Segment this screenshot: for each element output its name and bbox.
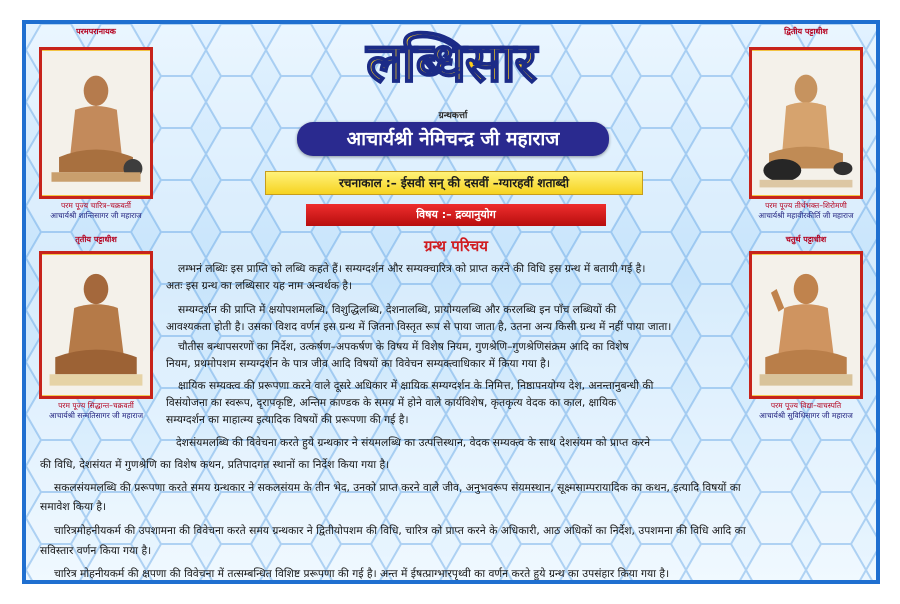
poster-title: लब्धिसार (366, 30, 536, 94)
author-label: ग्रन्थकर्त्ता (438, 111, 468, 121)
monk-seated-image (752, 50, 860, 196)
body-line: सम्यग्दर्शन का माहात्म्य इत्यादिक विषयों की प्ररूपणा की गई है। (166, 413, 409, 426)
monk-seated-image (42, 254, 150, 396)
portrait-bottom-left (32, 234, 160, 421)
portrait-caption-title: परम पूज्य सिद्धान्त–चक्रवर्ती (58, 401, 134, 410)
portrait-top-right (742, 26, 870, 221)
body-line: सम्यग्दर्शन की प्राप्ति में क्षयोपशमलब्धि, विशुद्धिलब्धि, देशनालब्धि, प्रायोग्यलब्धि और करलब्धि इन पाँच लब्धियों की (178, 303, 617, 316)
portrait-caption-name: आचार्यश्री शान्तिसागर जी महाराज (50, 211, 142, 220)
body-line: चारित्रमोहनीयकर्म की उपशामना की विवेचना करते समय ग्रन्थकार ने द्वितीयोपशम की विधि, चारित्र को प्राप्त करने के अधिकारी, आठ अधिकों का निर्देश, उपशमना की विधि आदि का (54, 524, 746, 537)
portrait-bottom-right (742, 234, 870, 421)
portrait-role: चतुर्थ पट्टाधीश (785, 235, 827, 244)
body-line: नियम, प्रथमोपशम सम्यग्दर्शन के पात्र जीव आदि विषयों का विवेचन सम्यक्त्वाधिकार में किया गया है। (166, 357, 550, 370)
portrait-caption-name: आचार्यश्री सुविधिसागर जी महाराज (759, 411, 853, 420)
body-line: की विधि, देशसंयत में गुणश्रेणि का विशेष कथन, प्रतिपादगत स्थानों का निर्देश किया गया है। (40, 458, 390, 471)
era-band: रचनाकाल :– ईसवी सन् की दसवीं –ग्यारहवीं शताब्दी (265, 171, 643, 195)
body-line: सविस्तार वर्णन किया गया है। (40, 544, 152, 557)
poster-frame (22, 20, 880, 584)
body-line: समावेश किया है। (40, 500, 107, 513)
portrait-caption-title: परम पूज्य तीर्थभक्त–शिरोमणी (765, 201, 847, 210)
monk-seated-image (752, 254, 860, 396)
author-band: आचार्यश्री नेमिचन्द्र जी महाराज (297, 122, 609, 156)
body-line: क्षायिक सम्यक्त्व की प्ररूपणा करने वाले दूसरे अधिकार में क्षायिक सम्यग्दर्शन के निमित्त, निष्ठापनयोग्य देश, अनन्तानुबन्धी की (178, 379, 654, 392)
portrait-photo (39, 251, 153, 399)
portrait-caption-title: परम पूज्य चारित्र–चक्रवर्ती (61, 201, 131, 210)
body-line: विसंयोजना का स्वरूप, दृरापकृष्टि, अन्तिम काण्डक के समय में होने वाले कार्यविशेष, कृतकृत्य वेदक का काल, क्षायिक (166, 396, 617, 409)
body-line: देशसंयमलब्धि की विवेचना करते हुये ग्रन्थकार ने संयमलब्धि का उत्पत्तिस्थान, वेदक सम्यक्त्व के साथ देशसंयम को प्राप्त करने (176, 436, 651, 449)
portrait-caption-name: आचार्यश्री महावीरकीर्ति जी महाराज (758, 211, 854, 220)
portrait-caption-title: परम पूज्य विद्या–वाचस्पति (770, 401, 842, 410)
portrait-photo (749, 47, 863, 199)
portrait-role: तृतीय पट्टाधीश (75, 235, 117, 244)
portrait-photo (749, 251, 863, 399)
body-line: सकलसंयमलब्धि की प्ररूपणा करते समय ग्रन्थकार ने सकलसंयम के तीन भेद, उनको प्राप्त करने वाले जीव, अनुभवरूप संयमस्थान, सूक्ष्मसाम्परायादिक का कथन, इत्यादि विषयों का (54, 481, 741, 494)
body-line: आवश्यकता होती है। उसका विशद वर्णन इस ग्रन्थ में जितना विस्तृत रूप से पाया जाता है, उतना अन्य किसी ग्रन्थ में नहीं पाया जाता। (166, 320, 672, 333)
portrait-caption-name: आचार्यश्री सन्मतिसागर जी महाराज (48, 411, 144, 420)
body-line: चौतीस बन्धापसरणों का निर्देश, उत्कर्षण–अपकर्षण के विषय में विशेष नियम, गुणश्रेणि–गुणश्रेणिसंक्रम आदि का विशेष (178, 340, 629, 353)
body-line: अतः इस ग्रन्थ का लब्धिसार यह नाम अन्वर्थक है। (166, 279, 353, 292)
portrait-top-left (32, 26, 160, 221)
portrait-role: परमपरानायक (76, 27, 116, 36)
intro-heading: ग्रन्थ परिचय (423, 237, 489, 255)
body-line: लम्भनं लब्धिः इस प्राप्ति को लब्धि कहते हैं। सम्यग्दर्शन और सम्यक्चारित्र को प्राप्त करने की विधि इस ग्रन्थ में बतायी गई है। (178, 262, 646, 275)
monk-seated-image (42, 50, 150, 196)
portrait-role: द्वितीय पट्टाधीश (784, 27, 828, 36)
portrait-photo (39, 47, 153, 199)
body-line: चारित्र मोहनीयकर्म की क्षपणा की विवेचना में तत्सम्बन्धित विशिष्ट प्ररूपणा की गई है। अन्त में ईषत्प्राग्भारपृथ्वी का वर्णन करते हुये ग्रन्थ का उपसंहार किया गया है। (54, 567, 670, 580)
subject-band: विषय :– द्रव्यानुयोग (306, 204, 606, 226)
